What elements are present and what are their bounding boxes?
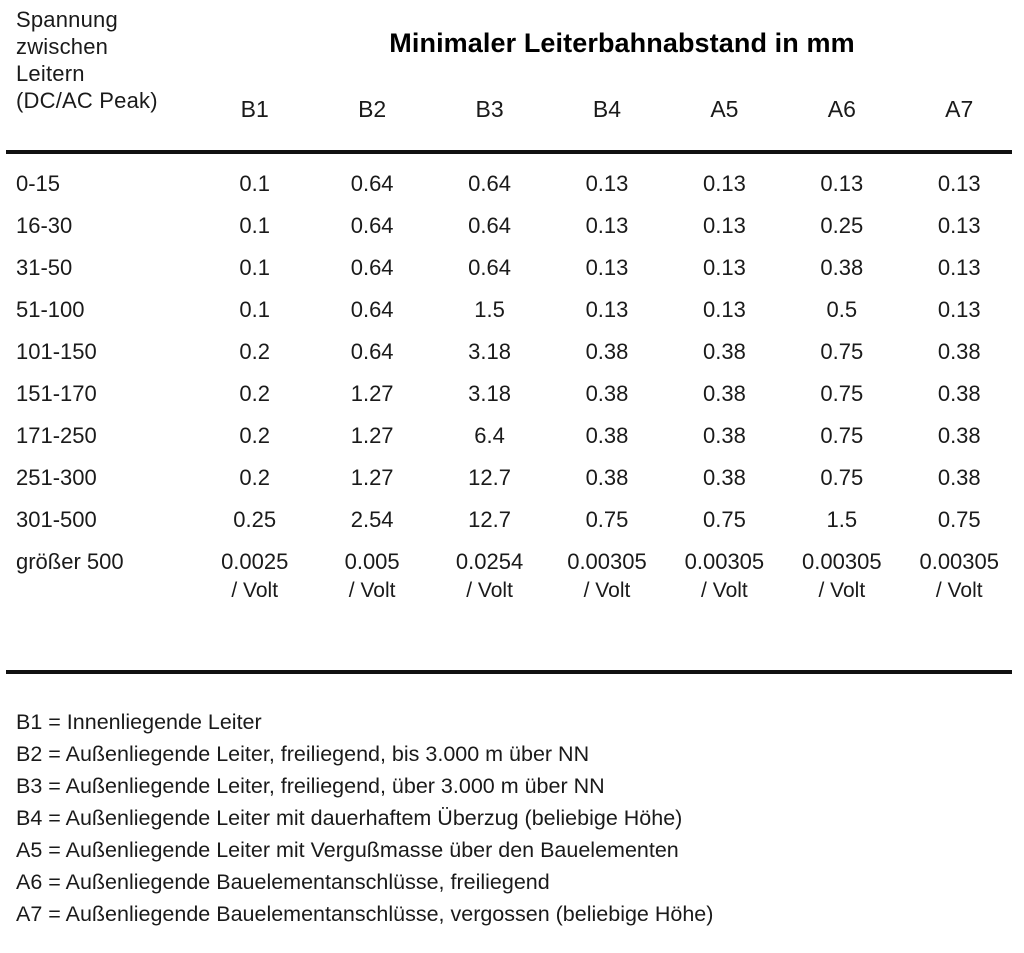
row-label: 251-300 bbox=[16, 465, 97, 490]
column-header-b4: B4 bbox=[592, 96, 622, 122]
table-cell bbox=[901, 254, 1018, 282]
legend-line: A5 = Außenliegende Leiter mit Vergußmasse über den Bauelementen bbox=[16, 838, 679, 862]
cell-value: 0.13 bbox=[585, 213, 629, 238]
cell-value: 0.0025 bbox=[221, 549, 289, 574]
stub-header-line-1: Spannung bbox=[16, 7, 118, 32]
row-cells bbox=[196, 338, 1024, 366]
legend-line: B2 = Außenliegende Leiter, freiliegend, bis 3.000 m über NN bbox=[16, 742, 590, 766]
table-cell bbox=[548, 254, 665, 282]
legend-block bbox=[16, 706, 1014, 930]
table-cell bbox=[666, 212, 783, 240]
cell-value: 0.64 bbox=[468, 171, 511, 196]
cell-value: 0.64 bbox=[468, 213, 511, 238]
cell-value: 0.75 bbox=[820, 465, 864, 490]
cell-value: 0.75 bbox=[585, 507, 629, 532]
cell-unit: / Volt bbox=[818, 579, 866, 602]
table-cell bbox=[431, 212, 548, 240]
column-header-a7: A7 bbox=[945, 96, 974, 122]
header-rule bbox=[6, 150, 1012, 154]
table-row bbox=[0, 380, 1024, 422]
table-cell bbox=[783, 338, 900, 366]
stub-header bbox=[16, 6, 226, 114]
cell-value: 0.38 bbox=[937, 381, 981, 406]
table-cell bbox=[783, 170, 900, 198]
cell-value: 1.5 bbox=[474, 297, 505, 322]
table-cell bbox=[666, 422, 783, 450]
cell-value: 0.00305 bbox=[802, 549, 882, 574]
table-cell bbox=[313, 296, 430, 324]
table-cell bbox=[783, 548, 900, 606]
table-cell bbox=[196, 548, 313, 606]
cell-value: 0.38 bbox=[702, 339, 746, 364]
table-cell bbox=[431, 338, 548, 366]
body-rule bbox=[6, 670, 1012, 674]
table-cell bbox=[431, 464, 548, 492]
cell-value: 0.13 bbox=[937, 255, 981, 280]
row-cells bbox=[196, 212, 1024, 240]
table-cell bbox=[548, 422, 665, 450]
table-cell bbox=[196, 506, 313, 534]
table-cell bbox=[548, 296, 665, 324]
cell-value: 0.64 bbox=[468, 255, 511, 280]
cell-value: 6.4 bbox=[474, 423, 505, 448]
cell-value: 12.7 bbox=[468, 507, 511, 532]
cell-value: 0.64 bbox=[350, 297, 394, 322]
table-cell bbox=[548, 506, 665, 534]
cell-value: 0.75 bbox=[820, 381, 864, 406]
row-cells bbox=[196, 506, 1024, 534]
table-cell bbox=[196, 170, 313, 198]
table-cell bbox=[313, 212, 430, 240]
cell-value: 0.25 bbox=[820, 213, 864, 238]
cell-value: 0.75 bbox=[702, 507, 746, 532]
table-row bbox=[0, 170, 1024, 212]
table-cell bbox=[196, 338, 313, 366]
cell-value: 0.13 bbox=[937, 171, 981, 196]
table-cell bbox=[313, 170, 430, 198]
cell-value: 0.13 bbox=[702, 255, 746, 280]
legend-line: B4 = Außenliegende Leiter mit dauerhaftem Überzug (beliebige Höhe) bbox=[16, 806, 683, 830]
row-cells bbox=[196, 170, 1024, 198]
row-cells bbox=[196, 548, 1024, 606]
column-header-a5: A5 bbox=[710, 96, 739, 122]
column-header-b3: B3 bbox=[475, 96, 504, 122]
table-cell bbox=[196, 380, 313, 408]
row-cells bbox=[196, 380, 1024, 408]
column-header-b2: B2 bbox=[358, 96, 387, 122]
cell-value: 0.1 bbox=[239, 171, 270, 196]
table-cell bbox=[196, 422, 313, 450]
row-label: größer 500 bbox=[16, 549, 124, 574]
table-cell bbox=[901, 296, 1018, 324]
table-cell bbox=[313, 422, 430, 450]
table-header bbox=[0, 0, 1024, 140]
row-cells bbox=[196, 296, 1024, 324]
cell-value: 0.5 bbox=[826, 297, 858, 322]
cell-value: 0.2 bbox=[239, 381, 270, 406]
table-title: Minimaler Leiterbahnabstand in mm bbox=[389, 28, 855, 58]
legend-line: A6 = Außenliegende Bauelementanschlüsse, freiliegend bbox=[16, 870, 550, 894]
cell-value: 0.13 bbox=[937, 297, 981, 322]
cell-value: 1.27 bbox=[350, 423, 394, 448]
table-cell bbox=[901, 506, 1018, 534]
cell-value: 0.75 bbox=[820, 423, 864, 448]
table-cell bbox=[196, 212, 313, 240]
cell-value: 1.27 bbox=[350, 465, 394, 490]
cell-value: 0.25 bbox=[233, 507, 277, 532]
cell-value: 0.13 bbox=[702, 297, 746, 322]
cell-value: 0.38 bbox=[937, 423, 981, 448]
cell-value: 0.00305 bbox=[567, 549, 647, 574]
table-row bbox=[0, 296, 1024, 338]
table-cell bbox=[548, 548, 665, 606]
cell-value: 0.75 bbox=[820, 339, 864, 364]
cell-value: 0.64 bbox=[350, 213, 394, 238]
cell-value: 0.38 bbox=[585, 339, 629, 364]
table-cell bbox=[431, 254, 548, 282]
cell-value: 0.13 bbox=[585, 171, 629, 196]
legend-line: B3 = Außenliegende Leiter, freiliegend, über 3.000 m über NN bbox=[16, 774, 605, 798]
cell-value: 0.38 bbox=[702, 423, 746, 448]
table-cell bbox=[901, 464, 1018, 492]
row-label: 16-30 bbox=[16, 213, 73, 238]
cell-unit: / Volt bbox=[935, 579, 983, 602]
table-cell bbox=[783, 212, 900, 240]
row-label: 31-50 bbox=[16, 255, 73, 280]
stub-header-line-2: zwischen bbox=[16, 34, 109, 59]
stub-header-line-3: Leitern bbox=[16, 61, 85, 86]
row-label: 0-15 bbox=[16, 171, 61, 196]
table-cell bbox=[666, 380, 783, 408]
cell-value: 0.38 bbox=[702, 381, 746, 406]
cell-value: 1.27 bbox=[350, 381, 394, 406]
table-cell bbox=[548, 170, 665, 198]
table-body bbox=[0, 170, 1024, 626]
cell-value: 0.13 bbox=[820, 171, 864, 196]
row-cells bbox=[196, 464, 1024, 492]
cell-value: 0.38 bbox=[585, 465, 629, 490]
table-cell bbox=[783, 464, 900, 492]
cell-unit: / Volt bbox=[231, 579, 279, 602]
cell-value: 0.75 bbox=[937, 507, 981, 532]
cell-value: 0.00305 bbox=[919, 549, 999, 574]
cell-value: 0.0254 bbox=[455, 549, 524, 574]
cell-value: 0.38 bbox=[585, 381, 629, 406]
cell-value: 0.1 bbox=[239, 297, 270, 322]
cell-value: 0.00305 bbox=[684, 549, 765, 574]
table-cell bbox=[548, 464, 665, 492]
cell-unit: / Volt bbox=[348, 579, 396, 602]
table-cell bbox=[901, 548, 1018, 606]
cell-value: 0.13 bbox=[702, 171, 746, 196]
table-cell bbox=[783, 506, 900, 534]
table-cell bbox=[313, 464, 430, 492]
table-cell bbox=[431, 506, 548, 534]
table-cell bbox=[196, 464, 313, 492]
cell-value: 0.38 bbox=[702, 465, 746, 490]
table-cell bbox=[431, 548, 548, 606]
table-cell bbox=[313, 254, 430, 282]
cell-value: 3.18 bbox=[468, 339, 511, 364]
table-cell bbox=[431, 422, 548, 450]
table-cell bbox=[431, 380, 548, 408]
cell-value: 0.13 bbox=[937, 213, 981, 238]
cell-unit: / Volt bbox=[701, 579, 748, 602]
table-cell bbox=[666, 170, 783, 198]
table-cell bbox=[901, 212, 1018, 240]
cell-value: 0.005 bbox=[344, 549, 400, 574]
legend-line: B1 = Innenliegende Leiter bbox=[16, 710, 262, 734]
stub-header-line-4: (DC/AC Peak) bbox=[16, 88, 158, 113]
cell-value: 0.2 bbox=[239, 423, 270, 448]
table-cell bbox=[548, 338, 665, 366]
cell-value: 0.2 bbox=[239, 465, 270, 490]
column-header-b1: B1 bbox=[240, 96, 269, 122]
table-cell bbox=[666, 296, 783, 324]
row-label: 101-150 bbox=[16, 339, 97, 364]
table-cell bbox=[783, 380, 900, 408]
row-label: 151-170 bbox=[16, 381, 97, 406]
table-cell bbox=[783, 422, 900, 450]
table-cell bbox=[196, 254, 313, 282]
table-cell bbox=[666, 338, 783, 366]
row-cells bbox=[196, 254, 1024, 282]
cell-value: 0.13 bbox=[585, 255, 629, 280]
row-label: 51-100 bbox=[16, 297, 85, 322]
cell-value: 3.18 bbox=[468, 381, 511, 406]
cell-value: 0.1 bbox=[239, 213, 270, 238]
cell-value: 0.64 bbox=[350, 255, 394, 280]
table-cell bbox=[548, 212, 665, 240]
cell-value: 0.38 bbox=[937, 465, 981, 490]
legend-line: A7 = Außenliegende Bauelementanschlüsse, vergossen (beliebige Höhe) bbox=[16, 902, 714, 926]
row-label: 301-500 bbox=[16, 507, 97, 532]
table-cell bbox=[666, 464, 783, 492]
table-row bbox=[0, 338, 1024, 380]
column-header-row bbox=[196, 96, 1018, 123]
cell-value: 0.13 bbox=[585, 297, 629, 322]
cell-value: 2.54 bbox=[350, 507, 394, 532]
table-cell bbox=[901, 380, 1018, 408]
table-cell bbox=[666, 254, 783, 282]
cell-value: 0.64 bbox=[350, 339, 394, 364]
cell-value: 0.64 bbox=[350, 171, 394, 196]
table-cell bbox=[783, 296, 900, 324]
table-cell bbox=[783, 254, 900, 282]
table-cell bbox=[313, 548, 430, 606]
table-cell bbox=[313, 506, 430, 534]
table-cell bbox=[196, 296, 313, 324]
table-cell bbox=[666, 548, 783, 606]
table-cell bbox=[431, 170, 548, 198]
table-cell bbox=[901, 338, 1018, 366]
table-cell bbox=[313, 380, 430, 408]
cell-value: 12.7 bbox=[468, 465, 511, 490]
table-cell bbox=[313, 338, 430, 366]
table-row bbox=[0, 422, 1024, 464]
row-label: 171-250 bbox=[16, 423, 97, 448]
cell-unit: / Volt bbox=[466, 579, 513, 602]
row-cells bbox=[196, 422, 1024, 450]
table-row bbox=[0, 506, 1024, 548]
table-row bbox=[0, 212, 1024, 254]
table-row bbox=[0, 464, 1024, 506]
table-row bbox=[0, 254, 1024, 296]
table-row bbox=[0, 548, 1024, 626]
cell-value: 0.38 bbox=[820, 255, 864, 280]
table-cell bbox=[901, 422, 1018, 450]
table-cell bbox=[901, 170, 1018, 198]
table-cell bbox=[548, 380, 665, 408]
column-header-a6: A6 bbox=[827, 96, 856, 122]
cell-value: 0.13 bbox=[702, 213, 746, 238]
cell-value: 0.2 bbox=[239, 339, 270, 364]
table-cell bbox=[666, 506, 783, 534]
cell-value: 0.38 bbox=[585, 423, 629, 448]
cell-value: 0.1 bbox=[239, 255, 270, 280]
cell-value: 1.5 bbox=[826, 507, 858, 532]
cell-value: 0.38 bbox=[937, 339, 981, 364]
table-cell bbox=[431, 296, 548, 324]
cell-unit: / Volt bbox=[583, 579, 631, 602]
